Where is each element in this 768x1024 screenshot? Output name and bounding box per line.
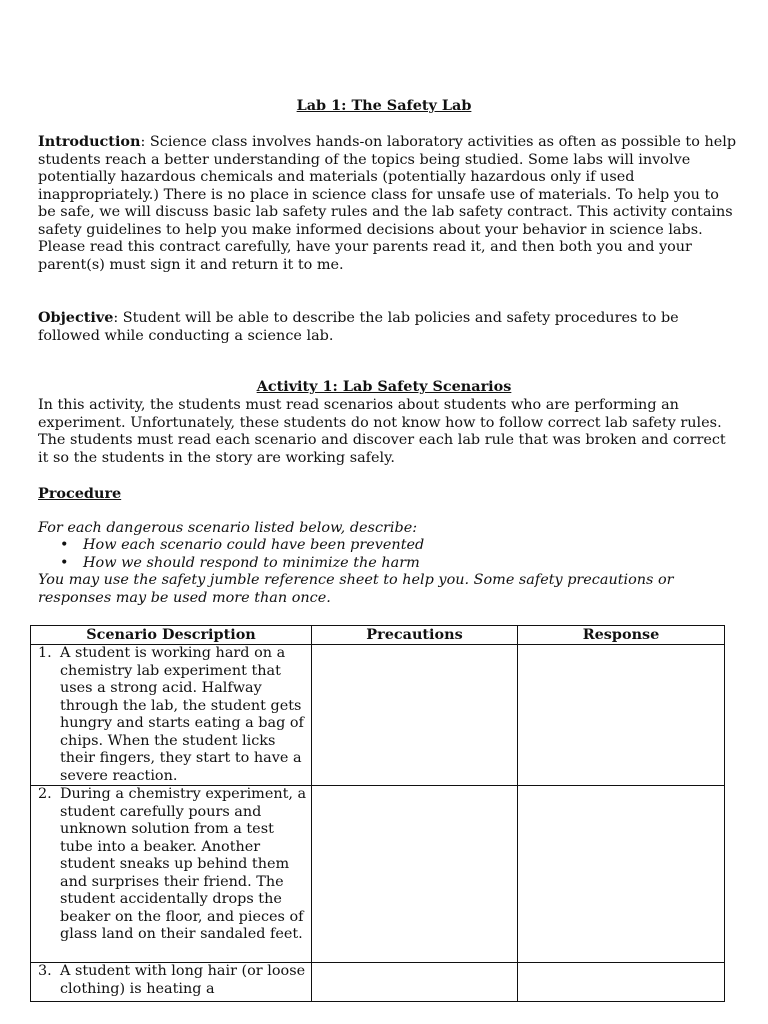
procedure-note: You may use the safety jumble reference sheet to help you. Some safety precautions or responses may be used more than once.: [38, 572, 674, 606]
introduction-text: : Science class involves hands-on laboratory activities as often as possible to help students reach a better understanding of the topics being studied. Some labs will involve potentially hazardous chemicals and materials (potentially hazardous only if used inappropriately.) There is no place in science class for unsafe use of materials. To help you to be safe, we will discuss basic lab safety rules and the lab safety contract. This activity contains safety guidelines to help you make informed decisions about your behavior in science labs. Please read this contract carefully, have your parents read it, and then both you and your parent(s) must sign it and return it to me.: [38, 134, 737, 273]
scenario-text: During a chemistry experiment, a student carefully pours and unknown solution from a test tube into a beaker. Another student sneaks up behind them and surprises their friend. The student accidentally drops the beaker on the floor, and pieces of glass land on their sandaled feet.: [60, 786, 307, 942]
scenario-number: 2.: [38, 786, 52, 802]
introduction-label: Introduction: [38, 133, 141, 150]
table-row: [31, 786, 725, 963]
scenario-text: A student is working hard on a chemistry lab experiment that uses a strong acid. Halfway through the lab, the student gets hungry and starts eating a bag of chips. When the student licks their fingers, they start to have a severe reaction.: [60, 645, 304, 784]
scenario-cell: [31, 786, 312, 963]
scenario-number: 1.: [38, 645, 52, 661]
precautions-cell[interactable]: [312, 786, 518, 963]
bullet-text: How we should respond to minimize the harm: [83, 554, 420, 571]
bullet-text: How each scenario could have been prevented: [83, 537, 425, 553]
precautions-cell[interactable]: [312, 963, 518, 1002]
activity-title: Activity 1: Lab Safety Scenarios: [256, 378, 512, 395]
header-response: Response: [518, 626, 725, 645]
bullet-icon: •: [60, 537, 69, 553]
bullet-icon: •: [60, 554, 69, 571]
scenario-text: A student with long hair (or loose clothing) is heating a: [60, 963, 306, 997]
header-scenario-description: Scenario Description: [31, 626, 312, 645]
response-cell[interactable]: [518, 786, 725, 963]
response-cell[interactable]: [518, 645, 725, 786]
page-title: Lab 1: The Safety Lab: [296, 97, 472, 114]
table-header-row: [31, 626, 725, 645]
header-precautions: Precautions: [312, 626, 518, 645]
response-cell[interactable]: [518, 963, 725, 1002]
procedure-intro: For each dangerous scenario listed below, describe:: [38, 520, 418, 536]
scenario-table: [30, 625, 725, 1002]
table-row: [31, 963, 725, 1002]
objective-text: : Student will be able to describe the lab policies and safety procedures to be followed while conducting a science lab.: [38, 310, 679, 344]
scenario-number: 3.: [38, 963, 52, 979]
objective-paragraph: [38, 309, 738, 345]
list-item: [38, 537, 424, 555]
scenario-cell: [31, 963, 312, 1002]
procedure-bullet-list: [38, 537, 424, 572]
list-item: [38, 555, 424, 573]
objective-label: Objective: [38, 309, 114, 326]
procedure-heading: Procedure: [38, 485, 122, 502]
scenario-cell: [31, 645, 312, 786]
table-row: [31, 645, 725, 786]
introduction-paragraph: [38, 133, 738, 274]
precautions-cell[interactable]: [312, 645, 518, 786]
activity-paragraph: In this activity, the students must read scenarios about students who are performing an experiment. Unfortunately, these students do not know how to follow correct lab safety rules. The students must read each scenario and discover each lab rule that was broken and correct it so the students in the story are working safely.: [38, 397, 726, 466]
